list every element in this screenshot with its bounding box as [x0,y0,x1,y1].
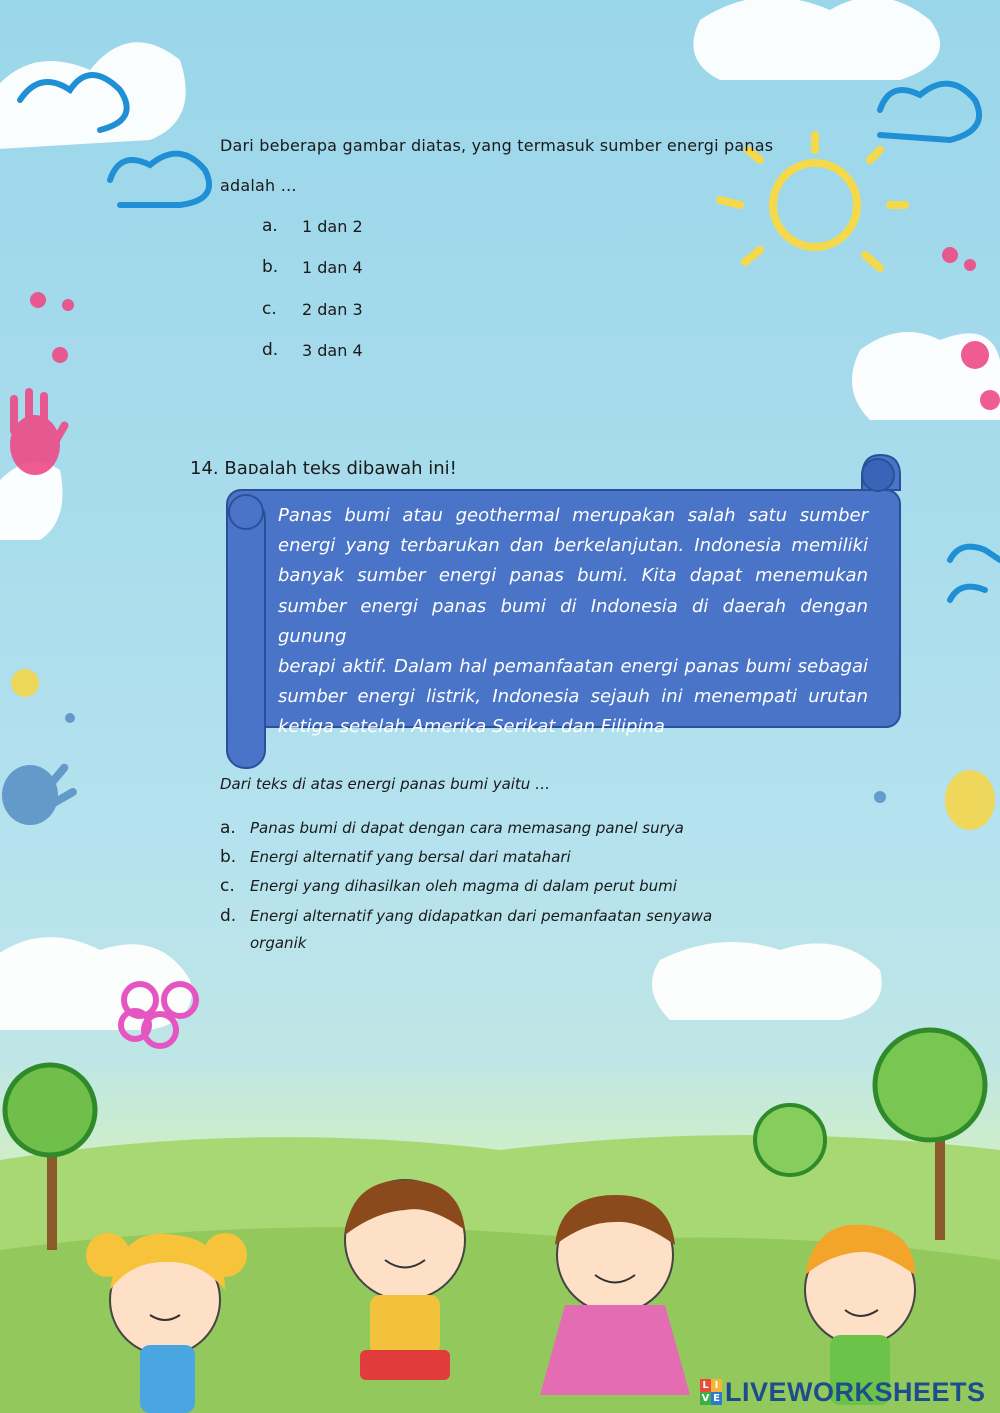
logo-letter: I [711,1379,722,1392]
passage-line: sumber energi panas bumi di Indonesia di daerah dengan gunung [278,595,868,647]
option-text: Energi alternatif yang didapatkan dari pemanfaatan senyawa [250,907,713,925]
logo-letter: V [701,1393,710,1404]
reading-passage [278,501,868,743]
option-text: 3 dan 4 [302,341,363,360]
liveworksheets-logo[interactable] [700,1377,986,1407]
option-text: Panas bumi di dapat dengan cara memasang panel surya [250,819,684,837]
option-letter: c. [220,876,235,896]
question-14-prompt: Dari teks di atas energi panas bumi yaitu … [220,775,551,793]
passage-line: berapi aktif. Dalam hal pemanfaatan energi panas bumi sebagai [278,656,868,678]
liveworksheets-logo-icon [700,1379,722,1405]
option-text: Energi yang dihasilkan oleh magma di dalam perut bumi [250,877,677,895]
question-14-title: 14. Baᴅalah teks dibawah ini! [190,458,457,479]
option-text-continued: organik [250,934,307,952]
question-13-text-line1: Dari beberapa gambar diatas, yang termasuk sumber energi panas [220,136,774,155]
passage-line: banyak sumber energi panas bumi. Kita dapat menemukan [278,565,868,587]
option-text: Energi alternatif yang bersal dari matahari [250,848,571,866]
passage-line: Panas bumi atau geothermal merupakan salah satu sumber [278,505,868,526]
option-text: 1 dan 4 [302,258,363,277]
passage-line: ketiga setelah Amerika Serikat dan Filipina [278,716,665,738]
question-13-text-line2: adalah … [220,176,297,195]
logo-letter: L [700,1379,711,1392]
passage-line: sumber energi listrik, Indonesia sejauh ini menempati urutan [278,686,868,708]
option-letter: c. [262,299,277,319]
option-text: 2 dan 3 [302,300,363,319]
option-letter: a. [220,818,236,838]
liveworksheets-wordmark: LIVEWORKSHEETS [725,1376,986,1407]
option-letter: b. [262,257,279,277]
option-letter: d. [262,340,279,360]
option-letter: b. [220,847,237,867]
option-text: 1 dan 2 [302,217,363,236]
option-letter: d. [220,906,237,926]
option-letter: a. [262,216,278,236]
passage-line: energi yang terbarukan dan berkelanjutan. Indonesia memiliki [278,535,868,557]
logo-letter: E [711,1392,722,1405]
